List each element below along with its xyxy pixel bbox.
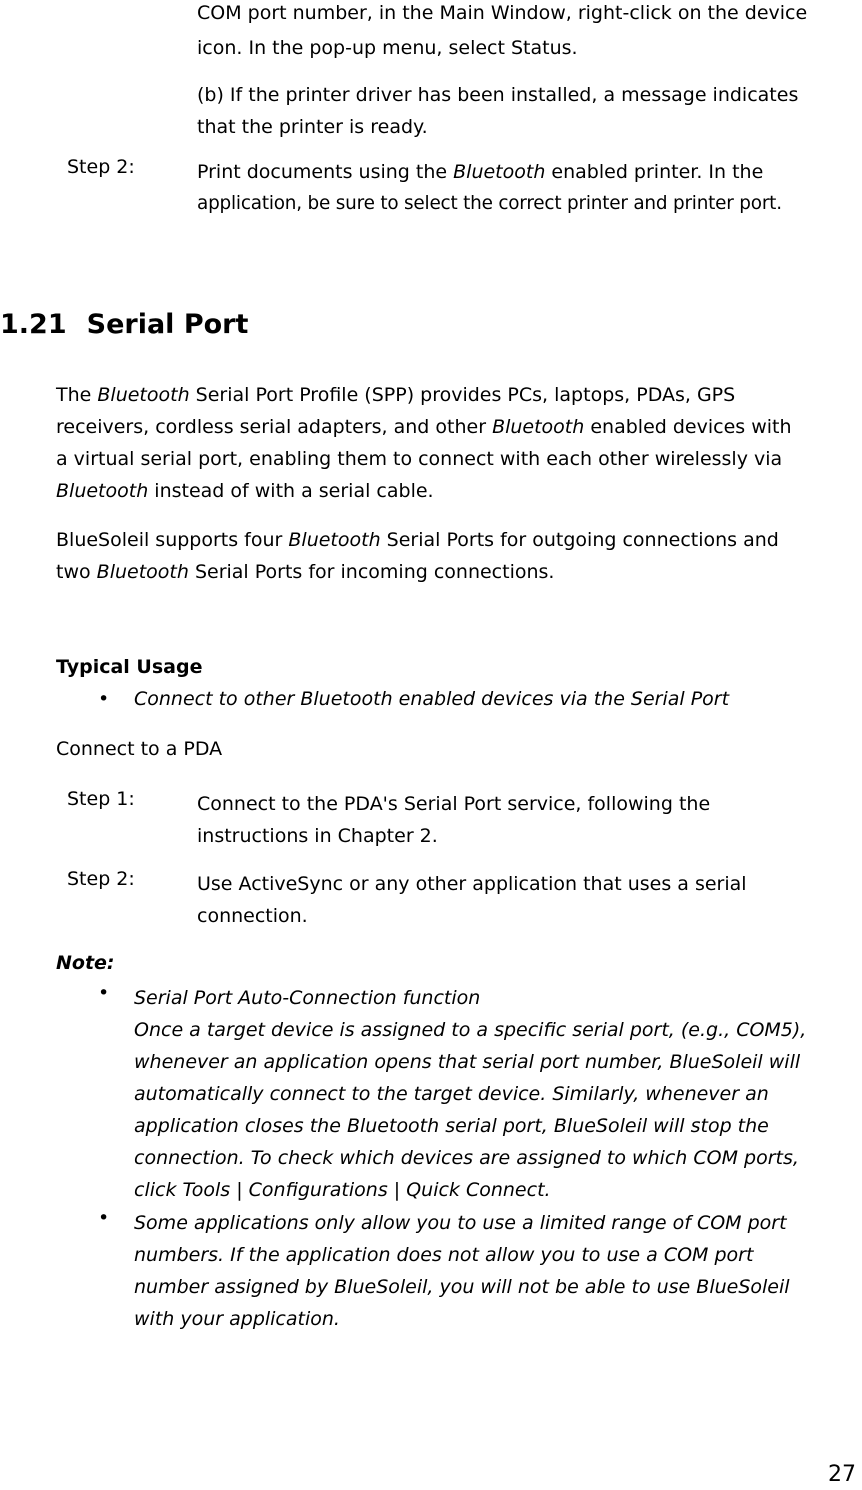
- bullet-icon: •: [98, 688, 110, 710]
- top-line-1: COM port number, in the Main Window, right-click on the device: [197, 2, 808, 24]
- step2-label: Step 2:: [67, 868, 135, 890]
- typical-usage-item: Connect to other Bluetooth enabled devices via the Serial Port: [134, 688, 730, 710]
- step2-text: Use ActiveSync or any other application that uses a serial connection.: [197, 873, 747, 927]
- intro-paragraph-2: BlueSoleil supports four Bluetooth Serial Ports for outgoing connections and two Bluetooth Serial Ports for incoming connections.: [56, 529, 779, 583]
- note-bullet-1-icon: •: [98, 982, 110, 1004]
- section-heading: [0, 309, 248, 340]
- step1-label: Step 1:: [67, 788, 135, 810]
- top-b-line-2: that the printer is ready.: [197, 116, 428, 138]
- typical-usage-heading: Typical Usage: [56, 656, 203, 678]
- bluetooth-term: Bluetooth: [453, 161, 546, 183]
- step1-text: Connect to the PDA's Serial Port service, following the instructions in Chapter 2.: [197, 793, 711, 847]
- top-line-2: icon. In the pop-up menu, select Status.: [197, 37, 578, 59]
- top-step2-line-1: Print documents using the Bluetooth enabled printer. In the: [197, 161, 764, 183]
- note-heading: Note:: [56, 952, 115, 974]
- top-continuation: [197, 0, 807, 64]
- top-step2-text: [197, 156, 782, 220]
- top-b-line-1: (b) If the printer driver has been installed, a message indicates: [197, 84, 799, 106]
- note-bullet-2-icon: •: [98, 1207, 110, 1229]
- connect-pda-subheading: Connect to a PDA: [56, 738, 223, 760]
- section-number: 1.21: [0, 309, 67, 340]
- section-title: Serial Port: [86, 309, 249, 340]
- note-item-2: Some applications only allow you to use a limited range of COM port numbers. If the application does not allow you to use a COM port number assigned by BlueSoleil, you will not be able to use BlueSoleil with your application.: [134, 1212, 790, 1330]
- top-b-paragraph: [197, 79, 798, 143]
- note-item-1: Serial Port Auto-Connection function Once a target device is assigned to a specific serial port, (e.g., COM5), whenever an application opens that serial port number, BlueSoleil will automatically connect to the target device. Similarly, whenever an application closes the Bluetooth serial port, BlueSoleil will stop the connection. To check which devices are assigned to which COM ports, click Tools | Configurations | Quick Connect.: [134, 987, 807, 1201]
- intro-paragraph-1: The Bluetooth Serial Port Profile (SPP) provides PCs, laptops, PDAs, GPS receivers, cordless serial adapters, and other Bluetooth enabled devices with a virtual serial port, enabling them to connect with each other wirelessly via Bluetooth instead of with a serial cable.: [56, 384, 792, 502]
- top-step2-line-2: application, be sure to select the correct printer and printer port.: [197, 193, 782, 214]
- top-step2-label: Step 2:: [67, 156, 135, 178]
- page-number: 27: [828, 1462, 856, 1487]
